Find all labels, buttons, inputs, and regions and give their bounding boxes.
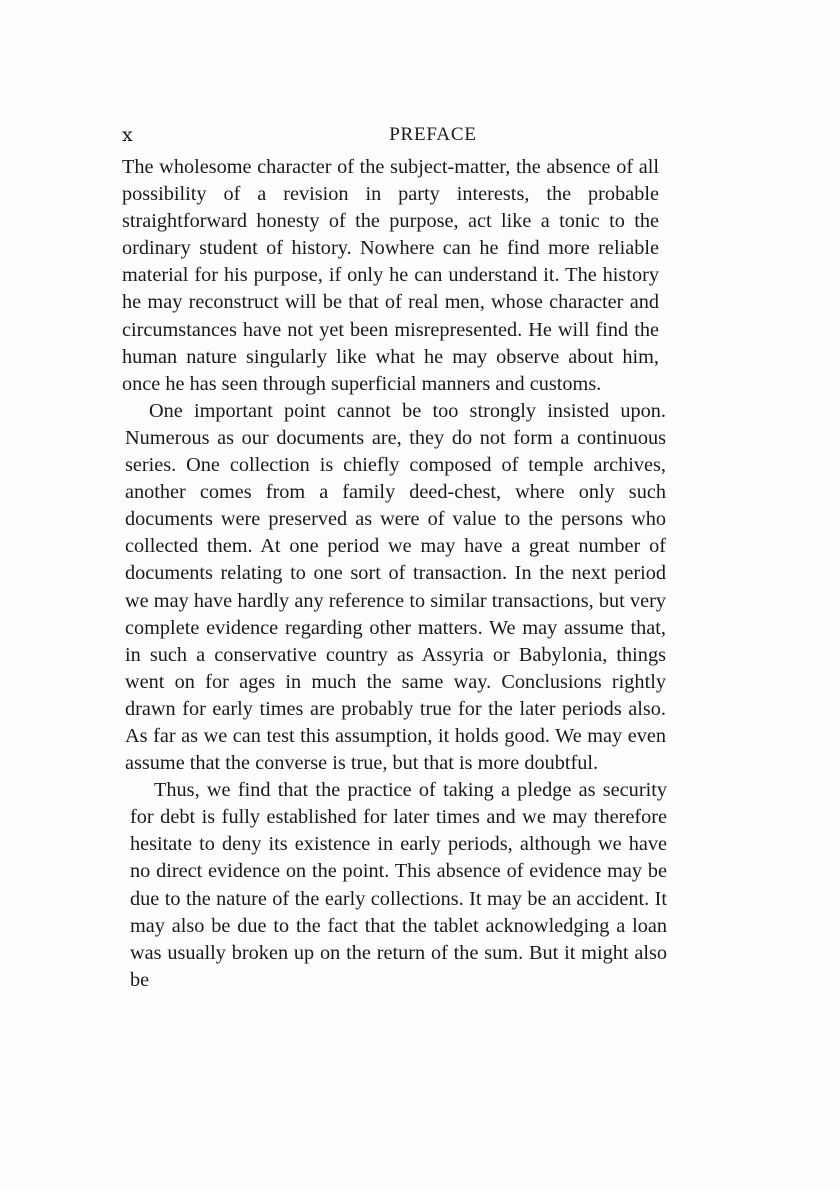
body-text <box>122 154 667 994</box>
paragraph-3: Thus, we find that the practice of taking a pledge as security for debt is fully established for later times and we may therefore hesitate to deny its existence in early periods, although we have no direct evidence on the point. This absence of evidence may be due to the nature of the early collections. It may be an accident. It may also be due to the fact that the tablet acknowledging a loan was usually broken up on the return of the sum. But it might also be <box>130 779 667 991</box>
page-number: x <box>122 124 134 146</box>
paragraph-2: One important point cannot be too strongly insisted upon. Numerous as our documents are, they do not form a continuous series. One collection is chiefly composed of temple archives, another comes from a family deed-chest, where only such documents were preserved as were of value to the persons who collected them. At one period we may have a great number of documents relating to one sort of transaction. In the next period we may have hardly any reference to similar transactions, but very complete evidence regarding other matters. We may assume that, in such a conservative country as Assyria or Babylonia, things went on for ages in much the same way. Conclusions rightly drawn for early times are probably true for the later periods also. As far as we can test this assumption, it holds good. We may even assume that the converse is true, but that is more doubtful. <box>125 399 666 775</box>
running-title: PREFACE <box>389 124 477 145</box>
paragraph-1: The wholesome character of the subject-matter, the absence of all possibility of a revision in party interests, the probable straightforward honesty of the purpose, act like a tonic to the ordinary student of history. Nowhere can he find more reliable material for his purpose, if only he can understand it. The history he may reconstruct will be that of real men, whose character and circumstances have not yet been misrepresented. He will find the human nature singularly like what he may observe about him, once he has seen through superficial manners and customs. <box>122 156 659 395</box>
running-head <box>122 124 714 148</box>
